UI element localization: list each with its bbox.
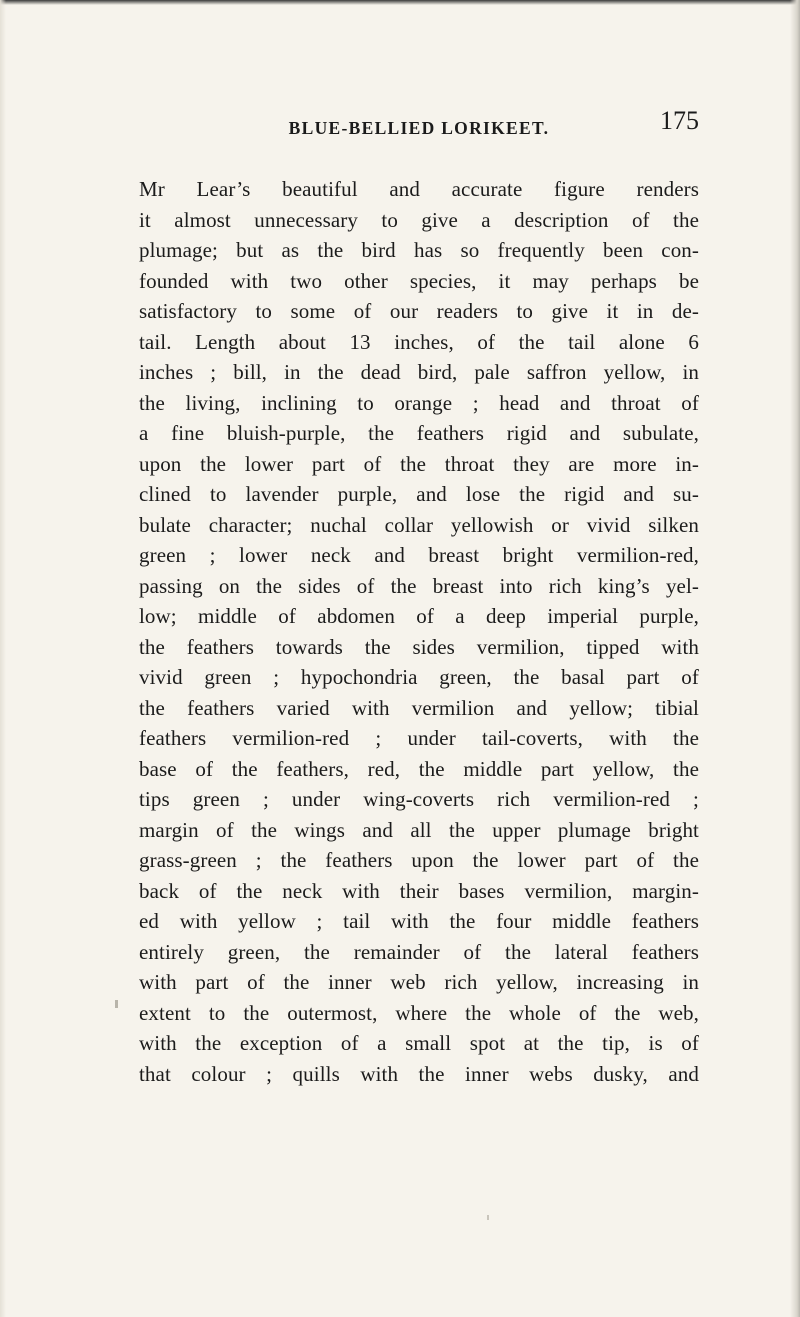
text-line: that colour ; quills with the inner webs dusky, and — [139, 1061, 699, 1086]
scan-speck — [115, 1000, 118, 1008]
text-line: low; middle of abdomen of a deep imperial purple, — [139, 604, 699, 628]
text-line: a fine bluish-purple, the feathers rigid and subulate, — [139, 421, 699, 445]
text-line: Mr Lear’s beautiful and accurate figure renders — [139, 177, 699, 201]
scan-edge-top — [0, 0, 800, 5]
text-line: plumage; but as the bird has so frequently been con- — [139, 238, 699, 262]
text-line: the living, inclining to orange ; head and throat of — [139, 390, 699, 415]
text-line: upon the lower part of the throat they are more in- — [139, 451, 699, 476]
text-line: with the exception of a small spot at the tip, is of — [139, 1031, 699, 1055]
running-head — [139, 106, 699, 148]
text-line: inches ; bill, in the dead bird, pale saffron yellow, in — [139, 360, 699, 384]
text-line: it almost unnecessary to give a description of the — [139, 207, 699, 232]
book-page — [139, 106, 699, 1089]
scan-edge-left — [0, 0, 6, 1317]
text-line: ed with yellow ; tail with the four middle feathers — [139, 909, 699, 933]
body-text — [139, 174, 699, 1089]
text-line: satisfactory to some of our readers to give it in de- — [139, 299, 699, 323]
text-line: green ; lower neck and breast bright vermilion-red, — [139, 543, 699, 567]
text-line: with part of the inner web rich yellow, increasing in — [139, 970, 699, 994]
text-line: founded with two other species, it may perhaps be — [139, 268, 699, 293]
text-line: entirely green, the remainder of the lateral feathers — [139, 939, 699, 964]
text-line: extent to the outermost, where the whole of the web, — [139, 1000, 699, 1025]
scan-edge-right — [790, 0, 800, 1317]
text-line: clined to lavender purple, and lose the rigid and su- — [139, 482, 699, 506]
text-line: the feathers varied with vermilion and yellow; tibial — [139, 695, 699, 720]
text-line: feathers vermilion-red ; under tail-coverts, with the — [139, 726, 699, 750]
text-line: margin of the wings and all the upper plumage bright — [139, 817, 699, 842]
text-line: tips green ; under wing-coverts rich vermilion-red ; — [139, 787, 699, 811]
text-line: base of the feathers, red, the middle part yellow, the — [139, 756, 699, 781]
text-line: vivid green ; hypochondria green, the basal part of — [139, 665, 699, 689]
text-line: bulate character; nuchal collar yellowish or vivid silken — [139, 512, 699, 537]
scan-speck — [487, 1215, 489, 1220]
running-title: BLUE-BELLIED LORIKEET. — [288, 118, 550, 138]
text-line: the feathers towards the sides vermilion, tipped with — [139, 634, 699, 659]
text-line: passing on the sides of the breast into rich king’s yel- — [139, 573, 699, 598]
text-line: back of the neck with their bases vermilion, margin- — [139, 878, 699, 903]
page-number: 175 — [660, 106, 699, 135]
text-line: grass-green ; the feathers upon the lower part of the — [139, 848, 699, 872]
text-line: tail. Length about 13 inches, of the tail alone 6 — [139, 329, 699, 354]
